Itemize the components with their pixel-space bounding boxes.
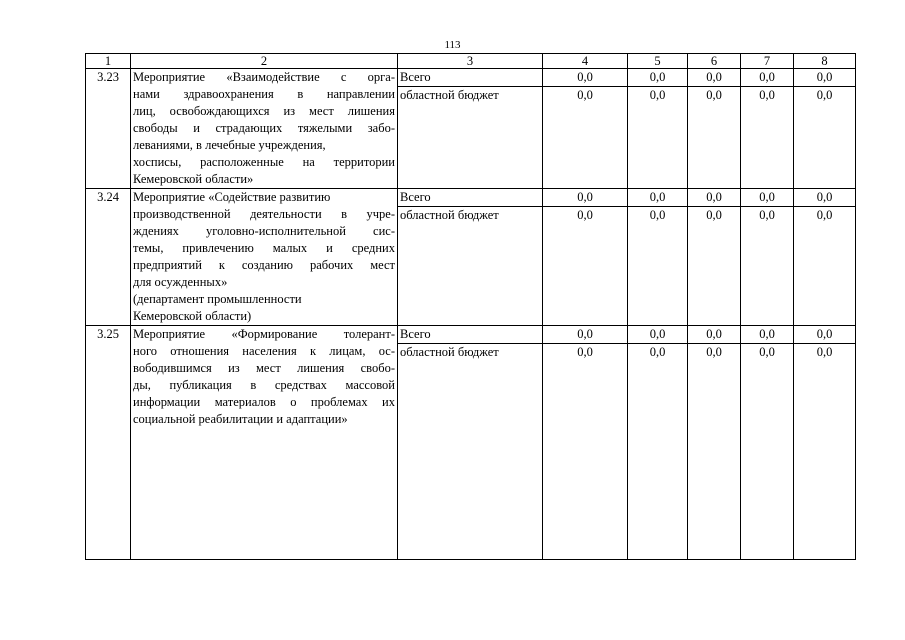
- measure-description: [131, 69, 398, 189]
- description-line: Мероприятие «Взаимодействие с орга-: [133, 70, 395, 84]
- value-cell: 0,0: [794, 189, 856, 207]
- value-cell: 0,0: [741, 87, 794, 105]
- value-cell: 0,0: [741, 207, 794, 225]
- row-number: 3.25: [86, 326, 131, 560]
- description-line: для осужденных»: [133, 275, 228, 289]
- description-line: ды, публикация в средствах массовой: [133, 378, 395, 392]
- table-row-total: [86, 69, 856, 87]
- description-line: производственной деятельности в учре-: [133, 207, 395, 221]
- value-cell: 0,0: [741, 69, 794, 87]
- funding-source: областной бюджет: [398, 87, 543, 105]
- funding-source: Всего: [398, 189, 543, 207]
- table-row-total: [86, 326, 856, 344]
- value-cell: 0,0: [543, 326, 628, 344]
- description-line: ного отношения населения к лицам, ос-: [133, 344, 395, 358]
- value-cell: 0,0: [628, 207, 688, 225]
- value-cell: 0,0: [543, 69, 628, 87]
- description-line: Мероприятие «Формирование толерант-: [133, 327, 395, 341]
- value-cell: 0,0: [794, 326, 856, 344]
- description-line: темы, привлечению малых и средних: [133, 241, 395, 255]
- description-line: Кемеровской области»: [133, 172, 254, 186]
- column-header: 1: [86, 54, 131, 69]
- description-line: Мероприятие «Содействие развитию: [133, 190, 331, 204]
- value-cell: 0,0: [543, 189, 628, 207]
- description-line: свободы и страдающих тяжелыми забо-: [133, 121, 395, 135]
- value-cell: 0,0: [794, 87, 856, 105]
- description-line: социальной реабилитации и адаптации»: [133, 412, 348, 426]
- description-line: информации материалов о проблемах их: [133, 395, 395, 409]
- table-row-total: [86, 189, 856, 207]
- measure-description: [131, 189, 398, 326]
- value-cell: 0,0: [794, 207, 856, 225]
- column-header: 6: [688, 54, 741, 69]
- value-cell: 0,0: [543, 344, 628, 362]
- value-cell: 0,0: [741, 189, 794, 207]
- value-cell: 0,0: [688, 69, 741, 87]
- value-cell: 0,0: [741, 344, 794, 362]
- value-cell: 0,0: [794, 69, 856, 87]
- value-cell: 0,0: [628, 326, 688, 344]
- description-line: предприятий к созданию рабочих мест: [133, 258, 395, 272]
- description-line: леваниями, в лечебные учреждения,: [133, 138, 326, 152]
- value-cell: 0,0: [688, 207, 741, 225]
- value-cell: 0,0: [741, 326, 794, 344]
- description-line: хосписы, расположенные на территории: [133, 155, 395, 169]
- value-cell: 0,0: [628, 87, 688, 105]
- row-number: 3.23: [86, 69, 131, 189]
- value-cell: 0,0: [688, 344, 741, 362]
- page-number: 113: [444, 39, 461, 51]
- column-header: 4: [543, 54, 628, 69]
- value-cell: 0,0: [628, 344, 688, 362]
- value-cell: 0,0: [543, 87, 628, 105]
- value-cell: 0,0: [688, 189, 741, 207]
- funding-source: Всего: [398, 69, 543, 87]
- value-cell: 0,0: [628, 189, 688, 207]
- row-number: 3.24: [86, 189, 131, 326]
- funding-source: областной бюджет: [398, 344, 543, 362]
- table-header-row: [86, 54, 856, 69]
- description-line: лиц, освобождающихся из мест лишения: [133, 104, 395, 118]
- value-cell: 0,0: [688, 87, 741, 105]
- column-header: 5: [628, 54, 688, 69]
- description-line: вободившимся из мест лишения свобо-: [133, 361, 395, 375]
- column-header: 8: [794, 54, 856, 69]
- funding-source: областной бюджет: [398, 207, 543, 225]
- description-line: (департамент промышленности: [133, 292, 302, 306]
- column-header: 3: [398, 54, 543, 69]
- measures-table: [85, 53, 856, 560]
- column-header: 7: [741, 54, 794, 69]
- funding-source: Всего: [398, 326, 543, 344]
- description-line: ждениях уголовно-исполнительной сис-: [133, 224, 395, 238]
- value-cell: 0,0: [628, 69, 688, 87]
- value-cell: 0,0: [543, 207, 628, 225]
- measure-description: [131, 326, 398, 560]
- value-cell: 0,0: [688, 326, 741, 344]
- column-header: 2: [131, 54, 398, 69]
- description-line: Кемеровской области): [133, 309, 252, 323]
- description-line: нами здравоохранения в направлении: [133, 87, 395, 101]
- value-cell: 0,0: [794, 344, 856, 362]
